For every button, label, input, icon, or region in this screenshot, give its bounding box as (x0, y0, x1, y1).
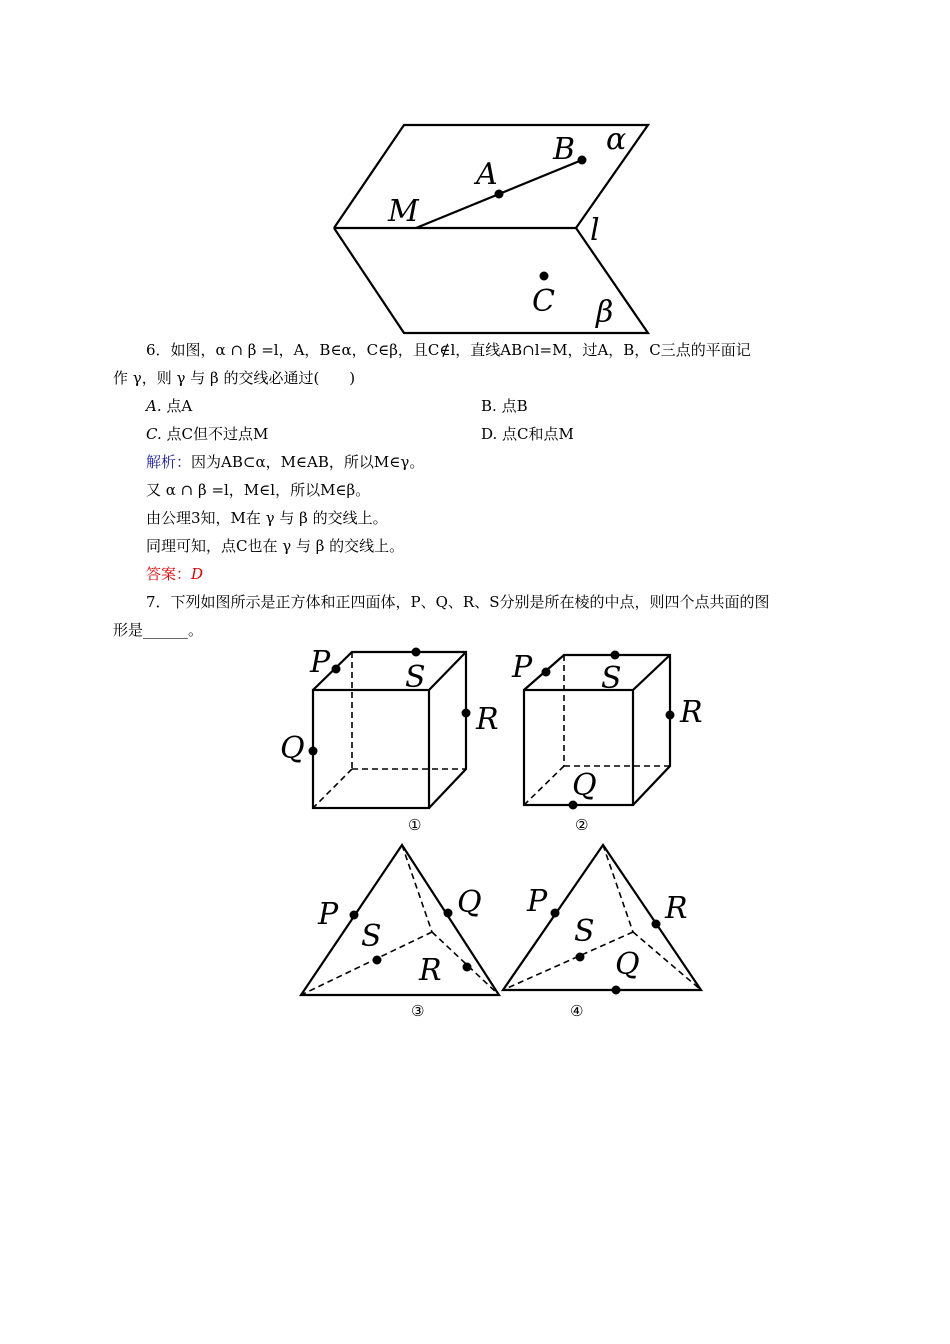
q6-analysis-line2: 又 α ∩ β =l，M∈l，所以M∈β。 (146, 481, 371, 499)
tetra4-label-P: P (527, 884, 548, 919)
caption-2: ② (575, 816, 589, 834)
cube1-point-R (462, 709, 471, 718)
tetra3-label-S: S (361, 919, 382, 954)
cube2-label-Q: Q (572, 768, 597, 803)
cube2-label-R: R (680, 695, 703, 730)
cube1-label-R: R (476, 702, 499, 737)
point-C (540, 272, 549, 281)
tetra4-point-R (652, 920, 661, 929)
q6-option-c (146, 424, 268, 444)
tetra3-label-P: P (318, 897, 339, 932)
cube1-label-Q: Q (280, 731, 305, 766)
tetra3-point-Q (444, 909, 453, 918)
q6-analysis-line4: 同理可知，点C也在 γ 与 β 的交线上。 (146, 537, 405, 555)
tetra4-point-Q (612, 986, 621, 995)
q6-answer (146, 564, 203, 584)
label-C: C (532, 284, 555, 319)
q7-stem-line1: 7．下列如图所示是正方体和正四面体，P、Q、R、S分别是所在棱的中点，则四个点共面的图 (146, 593, 770, 611)
tetra4-label-S: S (574, 914, 595, 949)
q6-analysis-line1 (146, 452, 424, 472)
q6-option-d-text: 点C和点M (502, 425, 574, 443)
cube-figure-1 (313, 652, 466, 808)
q6-option-b (481, 396, 528, 416)
label-l: l (590, 213, 600, 248)
label-alpha: α (606, 122, 627, 157)
q6-answer-value: D (191, 565, 204, 583)
tetra4-point-P (551, 909, 560, 918)
tetra4-label-R: R (665, 891, 688, 926)
tetra3-point-S (373, 956, 382, 965)
cube1-point-Q (309, 747, 318, 756)
cube1-label-P: P (310, 645, 331, 680)
q6-option-a-letter: A. (146, 397, 162, 415)
cube2-point-R (666, 711, 675, 720)
label-beta: β (596, 295, 614, 330)
tetra3-point-R (463, 963, 472, 972)
caption-4: ④ (570, 1002, 584, 1020)
q6-analysis-label: 解析： (146, 453, 192, 471)
cube1-label-S: S (405, 660, 426, 695)
cube2-point-S (611, 651, 620, 660)
cube-figure-2 (524, 655, 670, 805)
cube2-point-P (542, 668, 551, 677)
tetra3-label-Q: Q (457, 885, 482, 920)
q6-option-a-text: 点A (166, 397, 193, 415)
tetra3-label-R: R (419, 953, 442, 988)
tetra3-point-P (350, 911, 359, 920)
label-A: A (476, 157, 498, 192)
cube2-label-P: P (512, 650, 533, 685)
cube1-point-S (412, 648, 421, 657)
q6-answer-label: 答案： (146, 565, 192, 583)
q6-option-b-letter: B. (481, 397, 497, 415)
q6-stem-line1: 6．如图，α ∩ β =l，A，B∈α，C∈β，且C∉l，直线AB∩l=M，过A，B，C三点的平面记 (146, 341, 751, 359)
q6-analysis-text1: 因为AB⊂α，M∈AB，所以M∈γ。 (191, 453, 425, 471)
q6-option-d (481, 424, 574, 444)
caption-3: ③ (411, 1002, 425, 1020)
q6-option-c-text: 点C但不过点M (166, 425, 269, 443)
point-B (578, 156, 587, 165)
cube1-point-P (332, 665, 341, 674)
q7-stem-line2: 形是______。 (113, 621, 204, 639)
q6-stem-line2: 作 γ，则 γ 与 β 的交线必通过( ) (113, 369, 356, 387)
tetra4-label-Q: Q (615, 947, 640, 982)
label-M: M (388, 194, 419, 229)
cube2-label-S: S (601, 661, 622, 696)
caption-1: ① (408, 816, 422, 834)
q6-analysis-line3: 由公理3知，M在 γ 与 β 的交线上。 (146, 509, 388, 527)
q6-option-d-letter: D. (481, 425, 498, 443)
q6-option-b-text: 点B (501, 397, 528, 415)
q6-option-c-letter: C. (146, 425, 162, 443)
label-B: B (553, 132, 576, 167)
tetra4-point-S (576, 953, 585, 962)
q6-option-a (146, 396, 192, 416)
